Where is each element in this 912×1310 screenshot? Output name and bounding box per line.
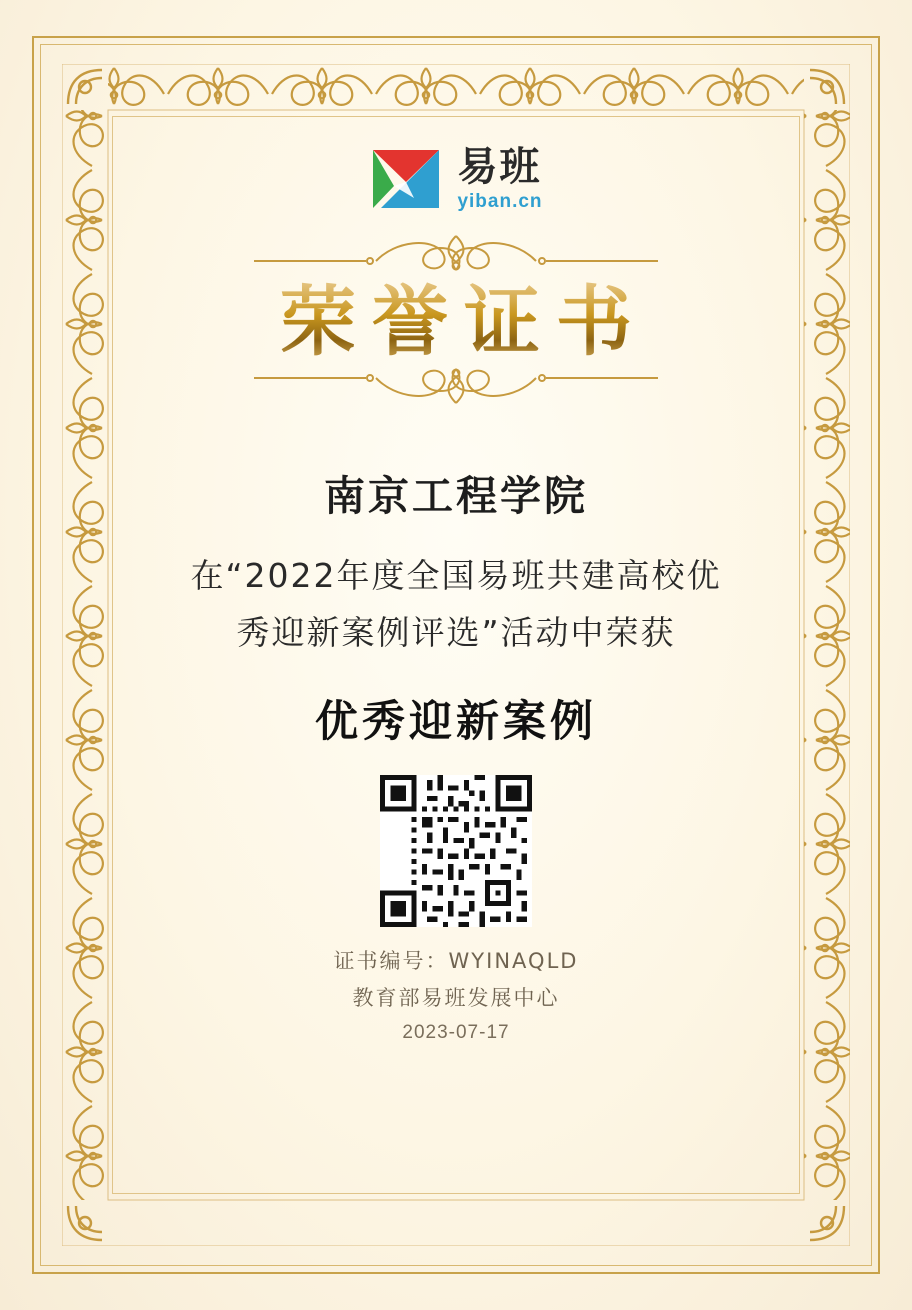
qr-code-icon[interactable] <box>380 775 532 927</box>
citation-text <box>120 548 792 662</box>
certificate-content <box>120 120 792 1190</box>
yiban-envelope-logo-icon <box>369 142 443 216</box>
issue-date: 2023-07-17 <box>402 1022 510 1044</box>
flourish-bottom-icon <box>246 365 666 409</box>
brand-logo-text <box>457 144 543 212</box>
brand-logo <box>369 142 542 216</box>
citation-line: 在“2022年度全国易班共建高校优 <box>190 556 722 596</box>
citation-line: 秀迎新案例评选”活动中荣获 <box>236 613 676 653</box>
brand-name-en: yiban.cn <box>457 191 543 212</box>
page-title: 荣誉证书 <box>264 278 648 365</box>
brand-name-cn: 易班 <box>457 144 542 190</box>
certificate-number: 证书编号：WYINAQLD <box>333 948 579 973</box>
flourish-top-icon <box>246 230 666 274</box>
award-title: 优秀迎新案例 <box>315 696 597 747</box>
certificate-footer <box>334 943 579 1050</box>
recipient-name: 南京工程学院 <box>324 472 588 521</box>
issuer-name: 教育部易班发展中心 <box>352 985 560 1010</box>
